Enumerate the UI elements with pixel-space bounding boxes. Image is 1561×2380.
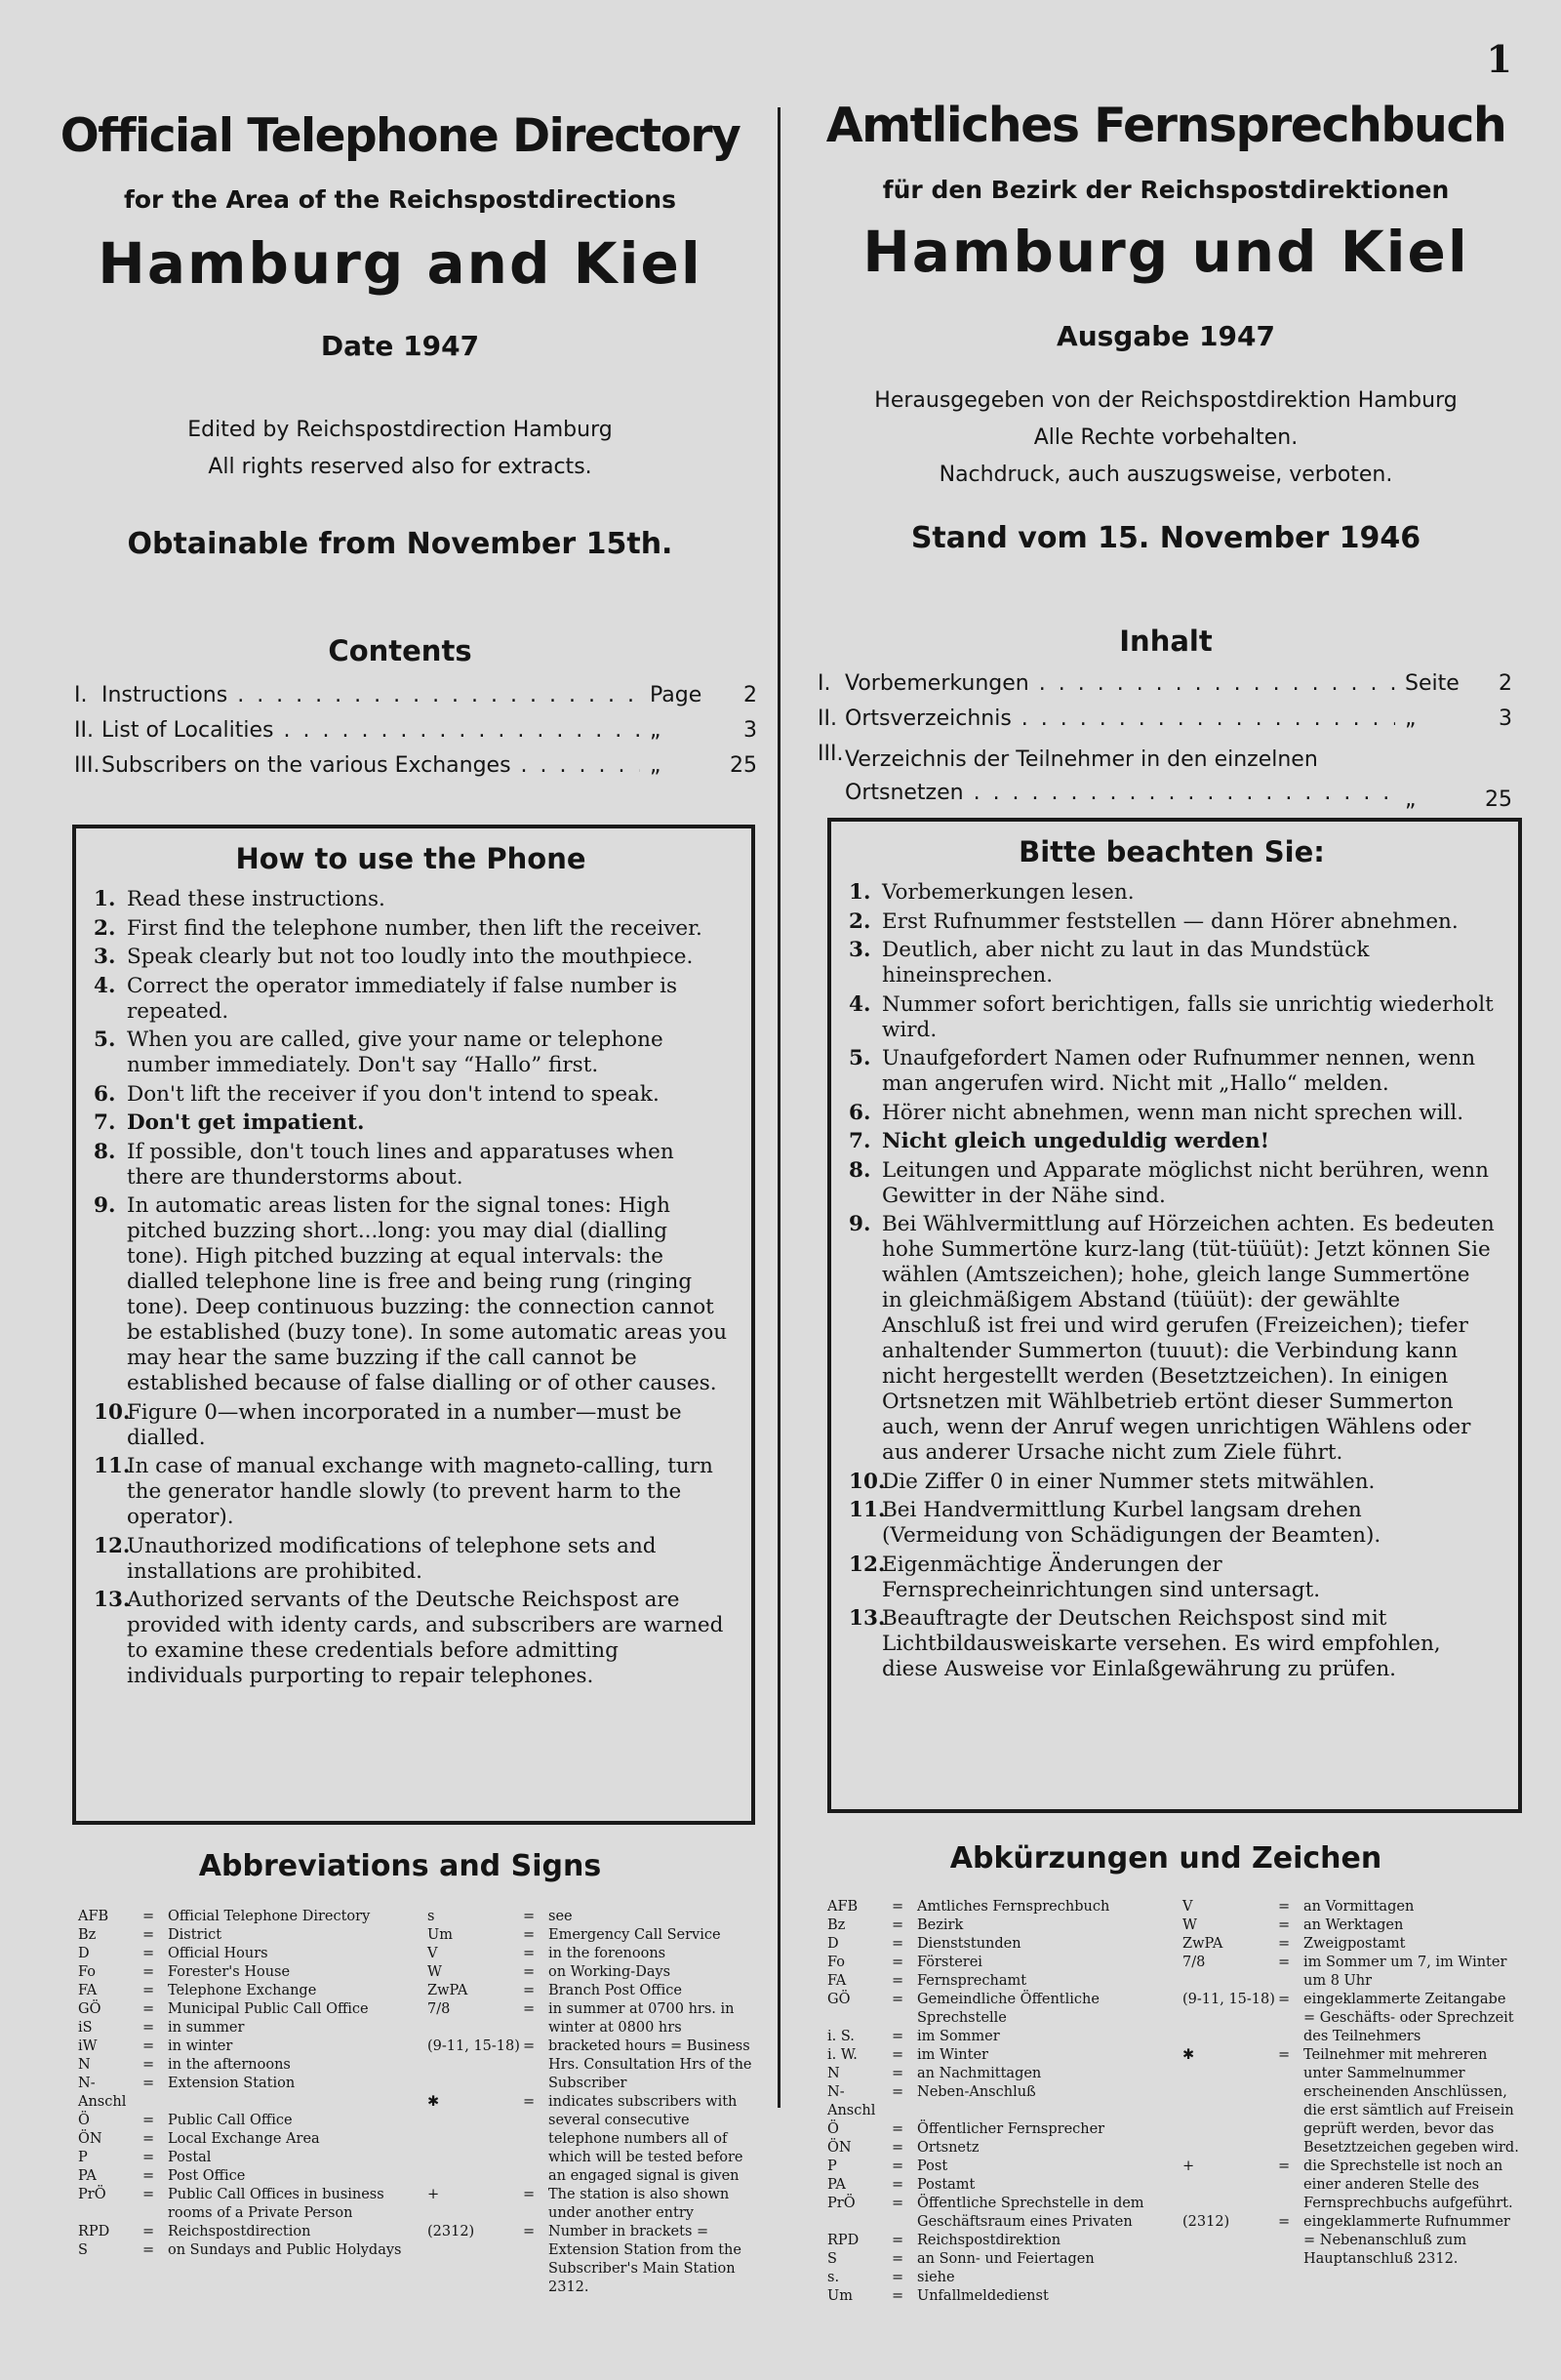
- list-item: 2. Erst Rufnummer feststellen — dann Hörer abnehmen.: [849, 908, 1459, 934]
- abbreviation-row: [827, 2232, 1167, 2250]
- abbreviation-value: Ortsnetz: [917, 2140, 980, 2156]
- abbreviation-value: District: [168, 1927, 222, 1943]
- german-rights: Alle Rechte vorbehalten.: [1033, 425, 1299, 450]
- column-divider: [778, 107, 780, 2108]
- equals-sign: =: [142, 1909, 155, 1924]
- abbreviation-value: on Sundays and Public Holydays: [168, 2242, 402, 2258]
- abbreviation-row: [827, 1991, 1167, 2028]
- abbreviation-value: im Sommer: [917, 2029, 1000, 2044]
- german-city: Hamburg und Kiel: [862, 219, 1469, 285]
- abbreviation-key: iW: [78, 2038, 98, 2054]
- toc-item: III. Verzeichnis der Teilnehmer in den einzelnen Ortsnetzen . . . „ 25: [818, 742, 1512, 812]
- list-item: 4. Nummer sofort berichtigen, falls sie unrichtig wiederholt wird.: [849, 991, 1494, 1042]
- abbreviation-key: W: [1182, 1917, 1197, 1933]
- abbreviation-key: N: [78, 2057, 91, 2073]
- german-status: Stand vom 15. November 1946: [910, 521, 1421, 555]
- abbreviation-row: [827, 2083, 1167, 2120]
- abbreviation-key: Ö: [78, 2113, 90, 2128]
- abbreviation-row: [427, 1963, 761, 1982]
- abbreviation-key: FA: [78, 1983, 98, 1998]
- equals-sign: =: [892, 2288, 904, 2304]
- german-date: Ausgabe 1947: [1057, 320, 1275, 352]
- abbreviation-key: AFB: [78, 1909, 109, 1924]
- abbreviation-row: [827, 1916, 1167, 1935]
- abbreviation-row: [827, 2139, 1167, 2158]
- german-title: Amtliches Fernsprechbuch: [825, 98, 1506, 153]
- abbreviation-key: S: [78, 2242, 88, 2258]
- abbreviation-key: 7/8: [1182, 1955, 1206, 1970]
- equals-sign: =: [142, 2001, 155, 2017]
- list-item: 3. Speak clearly but not too loudly into the mouthpiece.: [94, 945, 694, 969]
- abbreviation-row: [78, 1908, 412, 1926]
- abbreviation-value: Emergency Call Service: [548, 1927, 721, 1943]
- abbreviation-key: Um: [427, 1927, 453, 1943]
- abbreviation-row: [1182, 1954, 1522, 1991]
- toc-item: III. Subscribers on the various Exchanges . . . „ 25: [74, 753, 757, 788]
- abbreviation-value: Branch Post Office: [548, 1983, 682, 1998]
- german-reprint: Nachdruck, auch auszugsweise, verboten.: [939, 463, 1393, 487]
- equals-sign: =: [892, 1899, 904, 1915]
- equals-sign: =: [142, 2187, 155, 2202]
- abbreviation-row: [78, 2186, 412, 2223]
- abbreviation-value: Neben-Anschluß: [917, 2084, 1036, 2100]
- list-item: 11. Bei Handvermittlung Kurbel langsam drehen (Vermeidung von Schädigungen der Beamten).: [849, 1498, 1381, 1548]
- equals-sign: =: [1278, 1992, 1291, 2007]
- english-obtainable: Obtainable from November 15th.: [127, 527, 673, 561]
- abbreviation-value: Post Office: [168, 2168, 246, 2184]
- abbreviation-row: [78, 1982, 412, 2000]
- abbreviation-value: im Sommer um 7, im Winter um 8 Uhr: [1303, 1955, 1507, 1989]
- abbreviation-value: Reichspostdirection: [168, 2224, 311, 2239]
- equals-sign: =: [523, 1983, 536, 1998]
- list-item: 13. Authorized servants of the Deutsche Reichspost are provided with identy cards, and subscribers are warned to examine these credentials before admitting individuals purporting to repair telephones.: [94, 1588, 724, 1688]
- abbreviation-value: Extension Station: [168, 2076, 296, 2091]
- abbreviation-value: on Working-Days: [548, 1964, 671, 1980]
- list-item: 10. Figure 0—when incorporated in a number—must be dialled.: [94, 1399, 682, 1450]
- abbreviation-key: i. W.: [827, 2047, 858, 2063]
- abbreviation-key: GÖ: [78, 2001, 101, 2017]
- equals-sign: =: [892, 1992, 904, 2007]
- equals-sign: =: [142, 2076, 155, 2091]
- abbreviation-row: [827, 2046, 1167, 2065]
- abbreviation-key: V: [427, 1946, 438, 1961]
- abbreviation-row: [827, 1935, 1167, 1954]
- abbreviation-value: Försterei: [917, 1955, 982, 1970]
- abbreviation-row: [427, 1982, 761, 2000]
- abbreviation-key: ✱: [427, 2094, 440, 2110]
- equals-sign: =: [1278, 2214, 1291, 2230]
- abbreviation-key: Fo: [78, 1964, 96, 1980]
- abbreviation-row: [1182, 2213, 1522, 2269]
- abbreviations-column: [1182, 1898, 1522, 2306]
- abbreviation-value: Municipal Public Call Office: [168, 2001, 369, 2017]
- toc-item: I. Vorbemerkungen . . . Seite 2: [818, 671, 1512, 706]
- equals-sign: =: [142, 1946, 155, 1961]
- abbreviation-value: Reichspostdirektion: [917, 2233, 1061, 2248]
- abbreviation-row: [827, 1972, 1167, 1991]
- english-title: Official Telephone Directory: [60, 109, 740, 163]
- abbreviation-key: PA: [827, 2177, 846, 2193]
- abbreviation-value: Postamt: [917, 2177, 976, 2193]
- equals-sign: =: [892, 2047, 904, 2063]
- german-instructions-box: [827, 818, 1522, 1813]
- abbreviation-key: D: [827, 1936, 839, 1952]
- equals-sign: =: [892, 1917, 904, 1933]
- abbreviation-row: [427, 1945, 761, 1963]
- abbreviation-value: The station is also shown under another entry: [548, 2187, 730, 2221]
- equals-sign: =: [892, 2140, 904, 2156]
- english-contents-title: Contents: [328, 634, 472, 667]
- abbreviation-value: Post: [917, 2158, 948, 2174]
- abbreviation-row: [827, 2065, 1167, 2083]
- equals-sign: =: [892, 2177, 904, 2193]
- abbreviation-row: [1182, 1916, 1522, 1935]
- abbreviation-value: Zweigpostamt: [1303, 1936, 1406, 1952]
- abbreviation-row: [427, 1926, 761, 1945]
- abbreviation-value: Official Telephone Directory: [168, 1909, 371, 1924]
- equals-sign: =: [142, 2113, 155, 2128]
- abbreviation-row: [1182, 2046, 1522, 2158]
- list-item: 7. Nicht gleich ungeduldig werden!: [849, 1129, 1270, 1153]
- equals-sign: =: [1278, 1936, 1291, 1952]
- abbreviation-row: [827, 1954, 1167, 1972]
- abbreviation-value: Öffentliche Sprechstelle in dem Geschäftsraum eines Privaten: [917, 2196, 1144, 2230]
- abbreviation-key: ÖN: [827, 2140, 852, 2156]
- abbreviation-value: siehe: [917, 2270, 955, 2285]
- abbreviation-key: i. S.: [827, 2029, 855, 2044]
- abbreviation-key: W: [427, 1964, 442, 1980]
- abbreviation-key: PA: [78, 2168, 97, 2184]
- equals-sign: =: [523, 2224, 536, 2239]
- equals-sign: =: [142, 2038, 155, 2054]
- abbreviation-row: [78, 2056, 412, 2075]
- abbreviation-key: (9-11, 15-18): [1182, 1992, 1275, 2007]
- abbreviation-value: Dienststunden: [917, 1936, 1021, 1952]
- abbreviation-value: Public Call Office: [168, 2113, 293, 2128]
- abbreviations-column: [78, 1908, 412, 2297]
- toc-item: I. Instructions . . . Page 2: [74, 683, 757, 718]
- equals-sign: =: [523, 1909, 536, 1924]
- abbreviation-value: Bezirk: [917, 1917, 964, 1933]
- equals-sign: =: [892, 2196, 904, 2211]
- list-item: 8. If possible, don't touch lines and apparatuses when there are thunderstorms about.: [94, 1139, 674, 1190]
- abbreviation-value: eingeklammerte Rufnummer = Nebenanschluß zum Hauptanschluß 2312.: [1303, 2214, 1510, 2267]
- german-abbreviations-list: [827, 1898, 1522, 2306]
- list-item: 7. Don't get impatient.: [94, 1110, 365, 1135]
- abbreviation-row: [827, 2176, 1167, 2195]
- abbreviation-value: Gemeindliche Öffentliche Sprechstelle: [917, 1992, 1100, 2026]
- abbreviation-value: an Werktagen: [1303, 1917, 1404, 1933]
- abbreviation-row: [827, 2028, 1167, 2046]
- abbreviation-row: [78, 2000, 412, 2019]
- abbreviation-key: s: [427, 1909, 435, 1924]
- equals-sign: =: [142, 1983, 155, 1998]
- equals-sign: =: [892, 2029, 904, 2044]
- equals-sign: =: [892, 2233, 904, 2248]
- english-abbreviations-list: [78, 1908, 761, 2297]
- abbreviation-key: Ö: [827, 2121, 839, 2137]
- abbreviation-key: ✱: [1182, 2047, 1195, 2063]
- abbreviation-row: [78, 2130, 412, 2149]
- abbreviation-key: (9-11, 15-18): [427, 2038, 520, 2054]
- abbreviation-key: N-Anschl: [827, 2084, 876, 2118]
- list-item: 13. Beauftragte der Deutschen Reichspost sind mit Lichtbildausweiskarte versehen. Es wird empfohlen, diese Ausweise vor Einlaßgewährung zu prüfen.: [849, 1606, 1441, 1681]
- list-item: 2. First find the telephone number, then lift the receiver.: [94, 915, 702, 941]
- abbreviation-row: [827, 2120, 1167, 2139]
- abbreviation-key: GÖ: [827, 1992, 851, 2007]
- equals-sign: =: [1278, 1955, 1291, 1970]
- abbreviation-row: [427, 2223, 761, 2297]
- equals-sign: =: [142, 2150, 155, 2165]
- abbreviation-row: [78, 2112, 412, 2130]
- abbreviation-row: [78, 2075, 412, 2112]
- equals-sign: =: [523, 1927, 536, 1943]
- equals-sign: =: [142, 2242, 155, 2258]
- equals-sign: =: [142, 2057, 155, 2073]
- english-table-of-contents: [74, 683, 757, 788]
- abbreviation-row: [1182, 1935, 1522, 1954]
- abbreviation-key: ZwPA: [1182, 1936, 1223, 1952]
- abbreviation-value: see: [548, 1909, 573, 1924]
- page-number: 1: [1486, 37, 1512, 81]
- abbreviation-row: [827, 2158, 1167, 2176]
- list-item: 12. Unauthorized modifications of telephone sets and installations are prohibited.: [94, 1533, 657, 1584]
- abbreviation-key: iS: [78, 2020, 93, 2036]
- abbreviation-key: PrÖ: [827, 2196, 856, 2211]
- abbreviation-value: in summer at 0700 hrs. in winter at 0800 hrs: [548, 2001, 735, 2036]
- equals-sign: =: [892, 2251, 904, 2267]
- equals-sign: =: [523, 2094, 536, 2110]
- abbreviation-key: Um: [827, 2288, 853, 2304]
- equals-sign: =: [142, 1927, 155, 1943]
- abbreviation-row: [1182, 1898, 1522, 1916]
- abbreviation-row: [427, 2000, 761, 2037]
- equals-sign: =: [142, 2020, 155, 2036]
- equals-sign: =: [1278, 1917, 1291, 1933]
- equals-sign: =: [142, 1964, 155, 1980]
- german-abbreviations-title: Abkürzungen und Zeichen: [949, 1841, 1382, 1876]
- abbreviation-value: bracketed hours = Business Hrs. Consultation Hrs of the Subscriber: [548, 2038, 752, 2091]
- german-subtitle: für den Bezirk der Reichspostdirektionen: [882, 176, 1450, 204]
- abbreviation-key: 7/8: [427, 2001, 451, 2017]
- equals-sign: =: [142, 2224, 155, 2239]
- toc-item: II. List of Localities . . . „ 3: [74, 718, 757, 753]
- equals-sign: =: [523, 2187, 536, 2202]
- abbreviation-key: AFB: [827, 1899, 859, 1915]
- abbreviation-row: [78, 2167, 412, 2186]
- german-table-of-contents: [818, 671, 1512, 812]
- equals-sign: =: [892, 2270, 904, 2285]
- abbreviation-key: Fo: [827, 1955, 845, 1970]
- abbreviation-value: in the forenoons: [548, 1946, 666, 1961]
- english-edited: Edited by Reichspostdirection Hamburg: [187, 418, 613, 442]
- abbreviation-row: [427, 1908, 761, 1926]
- abbreviation-value: Public Call Offices in business rooms of a Private Person: [168, 2187, 384, 2221]
- abbreviation-key: P: [78, 2150, 88, 2165]
- list-item: 1. Vorbemerkungen lesen.: [849, 880, 1135, 905]
- abbreviation-row: [78, 2241, 412, 2260]
- abbreviation-value: eingeklammerte Zeitangabe = Geschäfts- oder Sprechzeit des Teilnehmers: [1303, 1992, 1514, 2044]
- abbreviation-row: [827, 2250, 1167, 2269]
- abbreviation-row: [78, 1926, 412, 1945]
- english-date: Date 1947: [320, 330, 480, 362]
- abbreviation-value: Teilnehmer mit mehreren unter Sammelnummer erscheinenden Anschlüssen, die erst sämtlich auf Freisein geprüft werden, bevor das Besetztzeichen gegeben wird.: [1303, 2047, 1519, 2156]
- list-item: 9. Bei Wählvermittlung auf Hörzeichen achten. Es bedeuten hohe Summertöne kurz-lang (tüt-tüüüt): Jetzt können Sie wählen (Amtszeichen); hohe, gleich lange Summertöne in gleichmäßigem Abstand (tüüüt): der gewählte Anschluß ist frei und wird gerufen (Freizeichen); tiefer anhaltender Summerton (tuuut): die Verbindung kann nicht hergestellt werden (Besetztzeichen). In einigen Ortsnetzen mit Wählbetrieb ertönt dieser Summerton auch, wenn der Anruf wegen unrichtigen Wählens oder aus anderer Ursache nicht zum Ziele führt.: [849, 1212, 1495, 1465]
- abbreviations-column: [427, 1908, 761, 2297]
- abbreviation-key: RPD: [78, 2224, 110, 2239]
- abbreviation-value: Öffentlicher Fernsprecher: [917, 2121, 1105, 2137]
- equals-sign: =: [523, 1946, 536, 1961]
- abbreviation-value: indicates subscribers with several consecutive telephone numbers all of which will be tested before an engaged signal is given: [548, 2094, 743, 2184]
- abbreviation-key: (2312): [1182, 2214, 1230, 2230]
- abbreviation-key: Bz: [827, 1917, 846, 1933]
- equals-sign: =: [523, 2001, 536, 2017]
- equals-sign: =: [142, 2168, 155, 2184]
- list-item: 8. Leitungen und Apparate möglichst nicht berühren, wenn Gewitter in der Nähe sind.: [849, 1157, 1489, 1208]
- abbreviation-key: N: [827, 2066, 840, 2081]
- abbreviation-row: [78, 1945, 412, 1963]
- abbreviation-value: Unfallmeldedienst: [917, 2288, 1049, 2304]
- abbreviation-value: im Winter: [917, 2047, 988, 2063]
- abbreviation-value: in the afternoons: [168, 2057, 291, 2073]
- list-item: 5. When you are called, give your name or telephone number immediately. Don't say “Hallo” first.: [94, 1028, 663, 1077]
- abbreviation-value: Amtliches Fernsprechbuch: [917, 1899, 1110, 1915]
- equals-sign: =: [142, 2131, 155, 2147]
- german-edited: Herausgegeben von der Reichspostdirektion Hamburg: [874, 388, 1458, 413]
- abbreviation-row: [78, 2149, 412, 2167]
- abbreviation-key: +: [427, 2187, 440, 2202]
- abbreviation-value: an Vormittagen: [1303, 1899, 1415, 1915]
- abbreviation-row: [78, 2019, 412, 2037]
- abbreviation-key: ZwPA: [427, 1983, 468, 1998]
- abbreviation-row: [78, 1963, 412, 1982]
- abbreviation-value: Forester's House: [168, 1964, 291, 1980]
- abbreviation-value: Telephone Exchange: [168, 1983, 317, 1998]
- list-item: 3. Deutlich, aber nicht zu laut in das Mundstück hineinsprechen.: [849, 938, 1370, 988]
- abbreviation-value: die Sprechstelle ist noch an einer anderen Stelle des Fernsprechbuchs aufgeführt.: [1303, 2158, 1513, 2211]
- abbreviation-key: PrÖ: [78, 2187, 106, 2202]
- abbreviation-key: Bz: [78, 1927, 97, 1943]
- german-instructions-list: [849, 880, 1495, 1682]
- english-instructions-box: [72, 825, 755, 1825]
- abbreviation-row: [827, 2287, 1167, 2306]
- abbreviation-value: in summer: [168, 2020, 245, 2036]
- abbreviation-key: +: [1182, 2158, 1195, 2174]
- english-city: Hamburg and Kiel: [98, 230, 702, 297]
- list-item: 1. Read these instructions.: [94, 887, 385, 911]
- abbreviation-row: [1182, 2158, 1522, 2213]
- equals-sign: =: [892, 1955, 904, 1970]
- abbreviation-row: [827, 2269, 1167, 2287]
- list-item: 4. Correct the operator immediately if false number is repeated.: [94, 973, 678, 1024]
- list-item: 9. In automatic areas listen for the signal tones: High pitched buzzing short...long: you may dial (dialling tone). High pitched buzzing at equal intervals: the dialled telephone line is free and being rung (ringing tone). Deep continuous buzzing: the connection cannot be established (buzy tone). In some automatic areas you may hear the same buzzing if the call cannot be established because of false dialling or of other causes.: [94, 1193, 728, 1395]
- list-item: 6. Don't lift the receiver if you don't intend to speak.: [94, 1081, 660, 1107]
- equals-sign: =: [892, 1936, 904, 1952]
- german-box-title: Bitte beachten Sie:: [1019, 835, 1325, 868]
- toc-item: II. Ortsverzeichnis . . . „ 3: [818, 706, 1512, 742]
- abbreviation-row: [827, 1898, 1167, 1916]
- abbreviation-row: [427, 2037, 761, 2093]
- english-subtitle: for the Area of the Reichspostdirections: [124, 185, 676, 214]
- equals-sign: =: [892, 2158, 904, 2174]
- equals-sign: =: [523, 1964, 536, 1980]
- list-item: 12. Eigenmächtige Änderungen der Fernsprecheinrichtungen sind untersagt.: [849, 1552, 1321, 1602]
- abbreviation-value: Number in brackets = Extension Station from the Subscriber's Main Station 2312.: [548, 2224, 741, 2295]
- list-item: 6. Hörer nicht abnehmen, wenn man nicht sprechen will.: [849, 1100, 1464, 1125]
- english-rights: All rights reserved also for extracts.: [208, 455, 592, 479]
- list-item: 11. In case of manual exchange with magneto-calling, turn the generator handle slowly (to prevent harm to the operator).: [94, 1454, 713, 1529]
- equals-sign: =: [892, 2066, 904, 2081]
- english-box-title: How to use the Phone: [235, 842, 586, 875]
- english-instructions-list: [94, 887, 728, 1689]
- abbreviation-key: RPD: [827, 2233, 860, 2248]
- abbreviation-row: [427, 2186, 761, 2223]
- abbreviation-value: Official Hours: [168, 1946, 268, 1961]
- abbreviation-row: [827, 2195, 1167, 2232]
- abbreviation-row: [1182, 1991, 1522, 2046]
- english-abbreviations-title: Abbreviations and Signs: [198, 1849, 602, 1883]
- abbreviation-key: FA: [827, 1973, 847, 1989]
- abbreviation-value: an Nachmittagen: [917, 2066, 1042, 2081]
- equals-sign: =: [1278, 2158, 1291, 2174]
- equals-sign: =: [523, 2038, 536, 2054]
- abbreviation-key: S: [827, 2251, 837, 2267]
- abbreviation-key: (2312): [427, 2224, 475, 2239]
- german-contents-title: Inhalt: [1119, 625, 1213, 658]
- abbreviation-row: [427, 2093, 761, 2186]
- list-item: 10. Die Ziffer 0 in einer Nummer stets mitwählen.: [849, 1469, 1376, 1494]
- abbreviation-value: in winter: [168, 2038, 233, 2054]
- abbreviation-value: Fernsprechamt: [917, 1973, 1027, 1989]
- abbreviation-value: Local Exchange Area: [168, 2131, 320, 2147]
- equals-sign: =: [892, 2121, 904, 2137]
- equals-sign: =: [1278, 1899, 1291, 1915]
- abbreviations-column: [827, 1898, 1167, 2306]
- list-item: 5. Unaufgefordert Namen oder Rufnummer nennen, wenn man angerufen wird. Nicht mit „Hallo“ melden.: [849, 1046, 1476, 1096]
- abbreviation-key: N-Anschl: [78, 2076, 127, 2110]
- abbreviation-key: ÖN: [78, 2131, 102, 2147]
- equals-sign: =: [892, 2084, 904, 2100]
- abbreviation-row: [78, 2037, 412, 2056]
- abbreviation-key: P: [827, 2158, 837, 2174]
- abbreviation-value: an Sonn- und Feiertagen: [917, 2251, 1095, 2267]
- abbreviation-row: [78, 2223, 412, 2241]
- abbreviation-key: s.: [827, 2270, 840, 2285]
- abbreviation-key: V: [1182, 1899, 1193, 1915]
- abbreviation-key: D: [78, 1946, 90, 1961]
- equals-sign: =: [892, 1973, 904, 1989]
- equals-sign: =: [1278, 2047, 1291, 2063]
- abbreviation-value: Postal: [168, 2150, 212, 2165]
